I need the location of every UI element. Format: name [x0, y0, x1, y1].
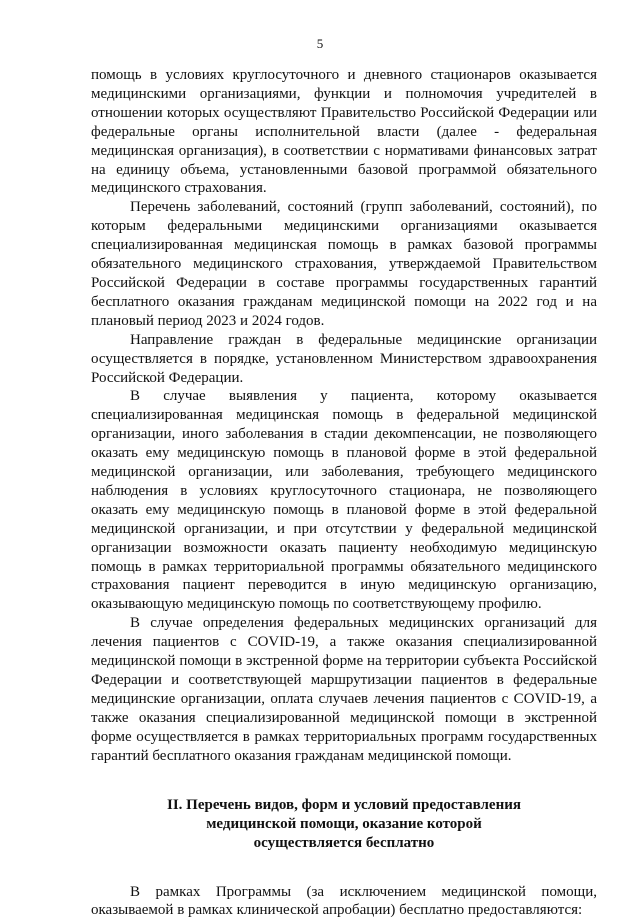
paragraph-program-scope: В рамках Программы (за исключением медицинской помощи, оказываемой в рамках клинической апробации) бесплатно предоставляются: [91, 883, 597, 919]
page-number: 5 [316, 36, 324, 51]
section-heading [91, 796, 597, 853]
document-body [91, 66, 597, 920]
section-heading-line-1: II. Перечень видов, форм и условий предоставления [167, 796, 521, 813]
paragraph-continuation: помощь в условиях круглосуточного и дневного стационаров оказывается медицинскими организациями, функции и полномочия учредителей в отношении которых осуществляют Правительство Российской Федерации или федеральные органы исполнительной власти (далее - федеральная медицинская организация), в соответствии с нормативами финансовых затрат на единицу объема, установленными базовой программой обязательного медицинского страхования. [91, 67, 597, 197]
section-heading-line-2: медицинской помощи, оказание которой [206, 815, 482, 832]
paragraph-disease-list: Перечень заболеваний, состояний (групп заболеваний, состояний), по которым федеральными медицинскими организациями оказывается специализированная медицинская помощь в рамках базовой программы обязательного медицинского страхования, утверждаемой Правительством Российской Федерации в составе программы государственных гарантий бесплатного оказания гражданам медицинской помощи на 2022 год и на плановый период 2023 и 2024 годов. [91, 199, 597, 329]
paragraph-transfer: В случае выявления у пациента, которому оказывается специализированная медицинская помощь в федеральной медицинской организации, иного заболевания в стадии декомпенсации, не позволяющего оказать ему медицинскую помощь в плановой форме в этой федеральной медицинской организации, или заболевания, требующего медицинского наблюдения в условиях круглосуточного стационара, не позволяющего оказать ему медицинскую помощь в плановой форме в этой федеральной медицинской организации, и при отсутствии у федеральной медицинской организации возможности оказать пациенту необходимую медицинскую помощь в рамках территориальной программы обязательного медицинского страхования пациент переводится в иную медицинскую организацию, оказывающую медицинскую помощь по соответствующему профилю. [91, 388, 597, 613]
section-heading-line-3: осуществляется бесплатно [253, 834, 435, 851]
paragraph-referral: Направление граждан в федеральные медицинские организации осуществляется в порядке, установленном Министерством здравоохранения Российской Федерации. [91, 331, 597, 386]
paragraph-covid: В случае определения федеральных медицинских организаций для лечения пациентов с COVID-19, а также оказания специализированной медицинской помощи в экстренной форме на территории субъекта Российской Федерации и соответствующей маршрутизации пациентов в федеральные медицинские организации, оплата случаев лечения пациентов с COVID-19, а также оказания специализированной медицинской помощи в экстренной форме осуществляется в рамках территориальных программ государственных гарантий бесплатного оказания гражданам медицинской помощи. [91, 615, 597, 764]
